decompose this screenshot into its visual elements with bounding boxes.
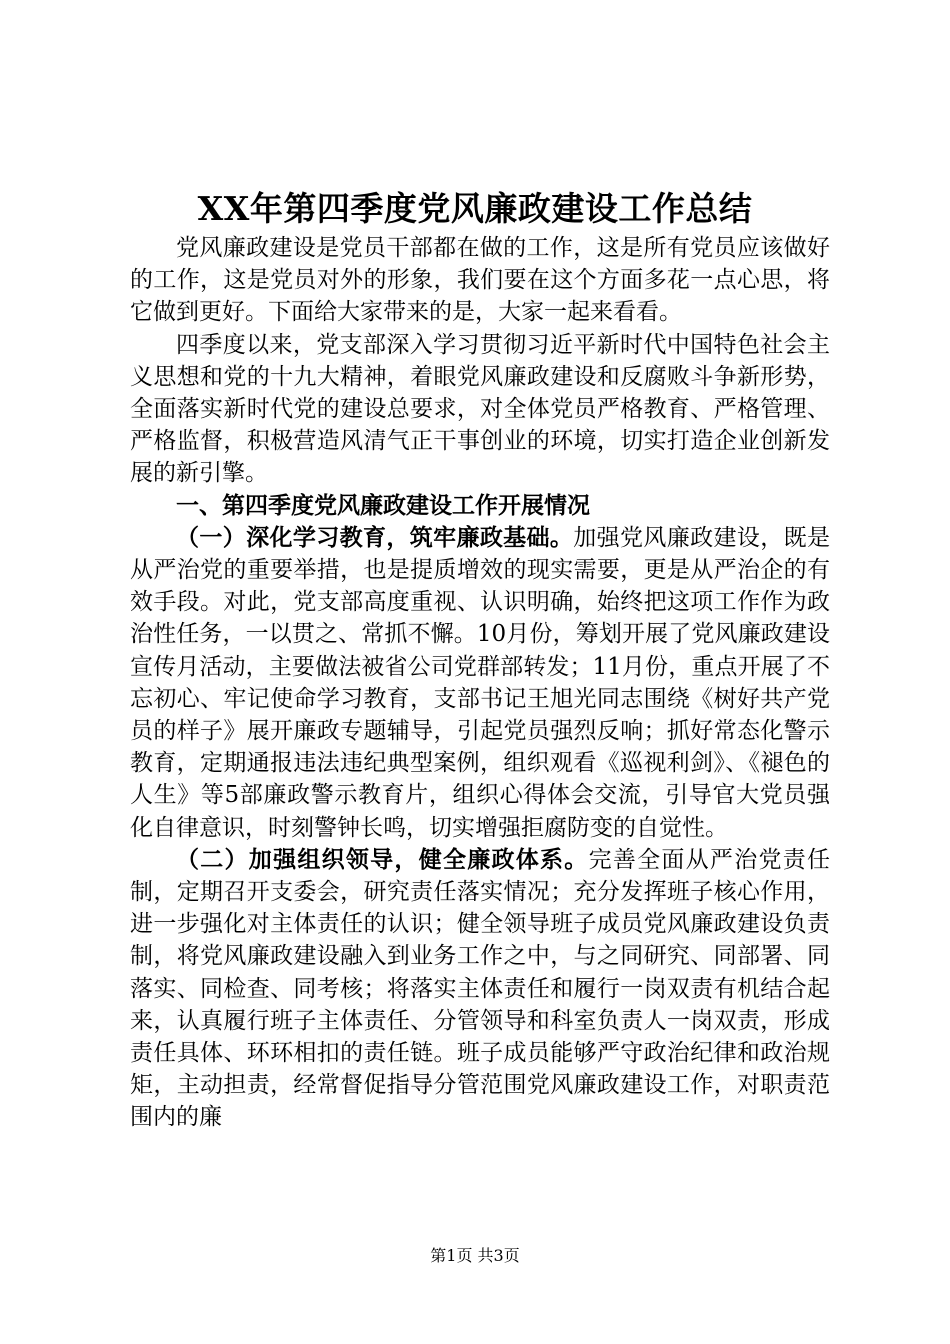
overview-paragraph: 四季度以来，党支部深入学习贯彻习近平新时代中国特色社会主义思想和党的十九大精神，着眼党风廉政建设和反腐败斗争新形势，全面落实新时代党的建设总要求，对全体党员严格教育、严格管理、严格监督，积极营造风清气正干事创业的环境，切实打造企业创新发展的新引擎。	[130, 331, 830, 487]
document-body	[130, 232, 830, 1134]
document-title: XX年第四季度党风廉政建设工作总结	[197, 189, 753, 228]
item-1-paragraph	[130, 522, 830, 844]
item-2-lead: （二）加强组织领导，健全廉政体系。	[176, 845, 589, 873]
item-1-lead: （一）深化学习教育，筑牢廉政基础。	[176, 523, 574, 551]
section-heading: 一、第四季度党风廉政建设工作开展情况	[176, 491, 590, 519]
item-2-paragraph	[130, 844, 830, 1134]
intro-paragraph: 党风廉政建设是党员干部都在做的工作，这是所有党员应该做好的工作，这是党员对外的形象，我们要在这个方面多花一点心思，将它做到更好。下面给大家带来的是，大家一起来看看。	[130, 235, 830, 326]
item-2-text: 完善全面从严治党责任制，定期召开支委会，研究责任落实情况；充分发挥班子核心作用，进一步强化对主体责任的认识；健全领导班子成员党风廉政建设负责制，将党风廉政建设融入到业务工作之中，与之同研究、同部署、同落实、同检查、同考核；将落实主体责任和履行一岗双责有机结合起来，认真履行班子主体责任、分管领导和科室负责人一岗双责，形成责任具体、环环相扣的责任链。班子成员能够严守政治纪律和政治规矩，主动担责，经常督促指导分管范围党风廉政建设工作，对职责范围内的廉	[130, 846, 831, 1131]
page-number-footer: 第1页 共3页	[430, 1246, 520, 1265]
item-1-text: 加强党风廉政建设，既是从严治党的重要举措，也是提质增效的现实需要，更是从严治企的有效手段。对此，党支部高度重视、认识明确，始终把这项工作作为政治性任务，一以贯之、常抓不懈。10月份，筹划开展了党风廉政建设宣传月活动，主要做法被省公司党群部转发；11月份，重点开展了不忘初心、牢记使命学习教育，支部书记王旭光同志围绕《树好共产党员的样子》展开廉政专题辅导，引起党员强烈反响；抓好常态化警示教育，定期通报违法违纪典型案例，组织观看《巡视利剑》、《褪色的人生》等5部廉政警示教育片，组织心得体会交流，引导官大党员强化自律意识，时刻警钟长鸣，切实增强拒腐防变的自觉性。	[130, 524, 831, 841]
